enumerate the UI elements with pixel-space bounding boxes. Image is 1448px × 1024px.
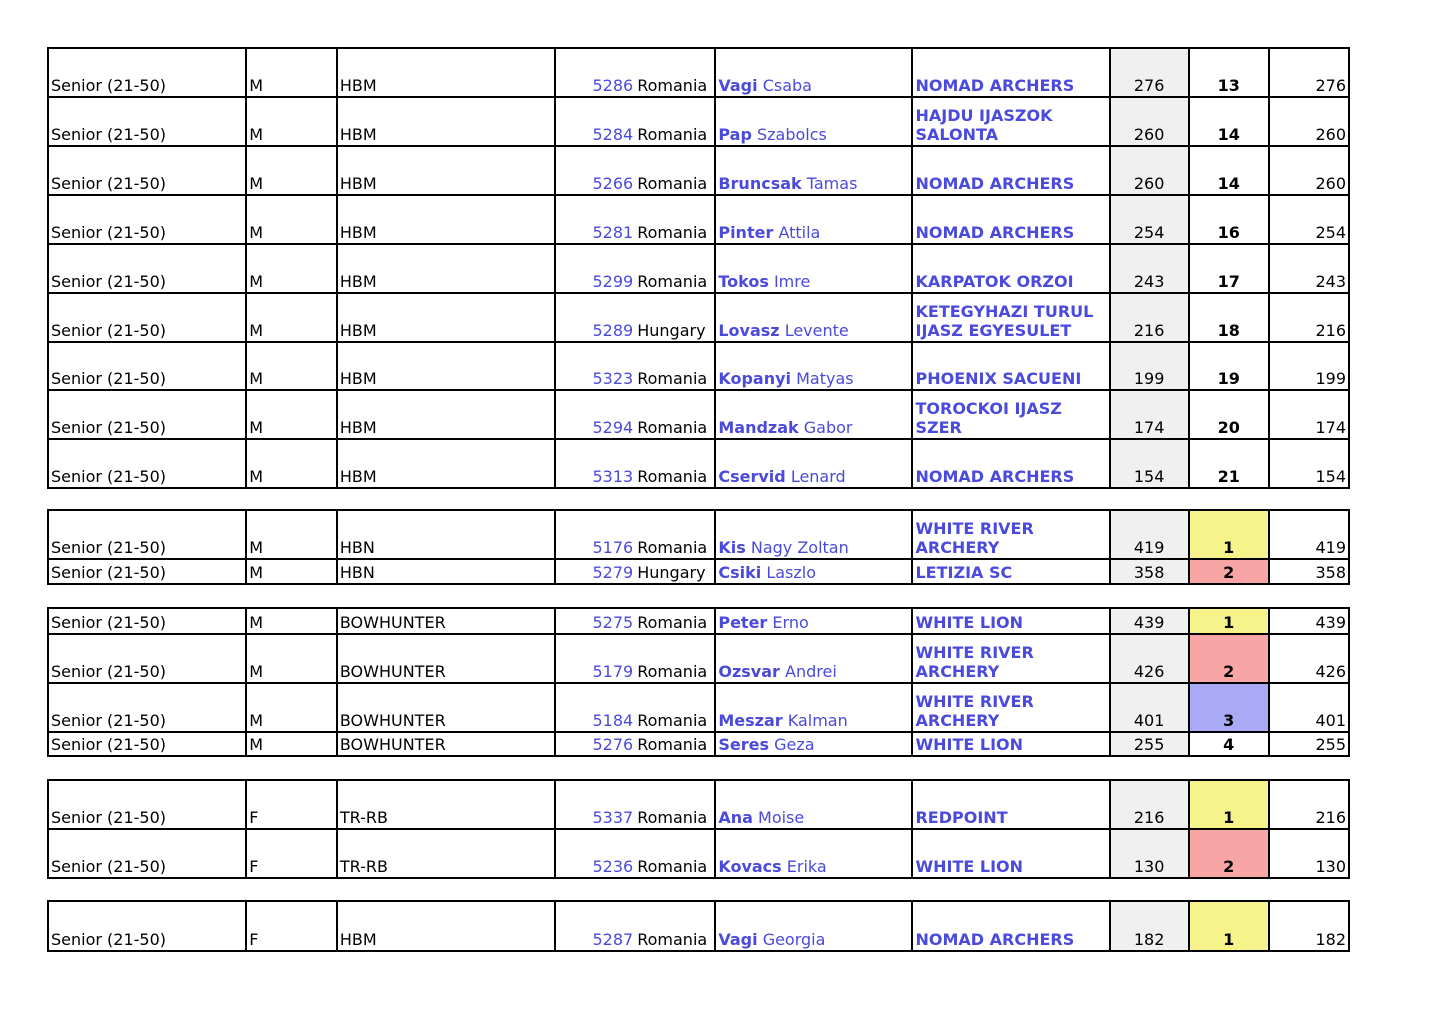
archer-name-cell bbox=[715, 780, 912, 829]
score-cell: 419 bbox=[1110, 510, 1189, 559]
division-cell: BOWHUNTER bbox=[337, 608, 555, 634]
archer-name-cell bbox=[715, 510, 912, 559]
score-cell: 174 bbox=[1110, 390, 1189, 439]
club-cell: WHITE LION bbox=[912, 608, 1109, 634]
table-row bbox=[48, 683, 1349, 732]
surname: Mandzak bbox=[718, 418, 799, 437]
score-cell: 439 bbox=[1110, 608, 1189, 634]
total-cell: 182 bbox=[1269, 901, 1349, 951]
country-cell: Romania bbox=[635, 390, 715, 439]
club-cell: REDPOINT bbox=[912, 780, 1109, 829]
category-cell: Senior (21-50) bbox=[48, 97, 246, 146]
total-cell: 130 bbox=[1269, 829, 1349, 878]
country-cell: Hungary bbox=[635, 559, 715, 584]
rank-cell: 18 bbox=[1189, 293, 1269, 342]
archer-id-cell: 5337 bbox=[555, 780, 635, 829]
table-row bbox=[48, 48, 1349, 97]
table-row bbox=[48, 244, 1349, 293]
surname: Cservid bbox=[718, 467, 786, 486]
table-row bbox=[48, 780, 1349, 829]
archer-id-cell: 5286 bbox=[555, 48, 635, 97]
given-name: Erika bbox=[786, 857, 827, 876]
given-name: Laszlo bbox=[766, 563, 816, 582]
archer-name-cell bbox=[715, 608, 912, 634]
surname: Csiki bbox=[718, 563, 762, 582]
score-cell: 199 bbox=[1110, 342, 1189, 390]
sex-cell: M bbox=[246, 608, 337, 634]
total-cell: 401 bbox=[1269, 683, 1349, 732]
given-name: Gabor bbox=[803, 418, 853, 437]
archer-id-cell: 5275 bbox=[555, 608, 635, 634]
sex-cell: M bbox=[246, 559, 337, 584]
sex-cell: M bbox=[246, 97, 337, 146]
archer-id-cell: 5289 bbox=[555, 293, 635, 342]
table-row bbox=[48, 146, 1349, 195]
table-row bbox=[48, 439, 1349, 488]
country-cell: Hungary bbox=[635, 293, 715, 342]
score-cell: 260 bbox=[1110, 146, 1189, 195]
club-cell: WHITE RIVER ARCHERY bbox=[912, 510, 1109, 559]
archer-name-cell bbox=[715, 732, 912, 756]
rank-cell: 13 bbox=[1189, 48, 1269, 97]
club-cell: PHOENIX SACUENI bbox=[912, 342, 1109, 390]
given-name: Erno bbox=[772, 613, 809, 632]
score-cell: 401 bbox=[1110, 683, 1189, 732]
total-cell: 419 bbox=[1269, 510, 1349, 559]
division-cell: HBM bbox=[337, 390, 555, 439]
total-cell: 255 bbox=[1269, 732, 1349, 756]
rank-cell: 2 bbox=[1189, 829, 1269, 878]
given-name: Lenard bbox=[790, 467, 846, 486]
score-cell: 243 bbox=[1110, 244, 1189, 293]
given-name: Tamas bbox=[806, 174, 858, 193]
total-cell: 254 bbox=[1269, 195, 1349, 244]
surname: Vagi bbox=[718, 930, 758, 949]
country-cell: Romania bbox=[635, 146, 715, 195]
archer-name-cell bbox=[715, 97, 912, 146]
category-cell: Senior (21-50) bbox=[48, 732, 246, 756]
archer-name-cell bbox=[715, 829, 912, 878]
archer-name-cell bbox=[715, 390, 912, 439]
archer-name-cell bbox=[715, 48, 912, 97]
division-cell: HBM bbox=[337, 342, 555, 390]
country-cell: Romania bbox=[635, 510, 715, 559]
given-name: Csaba bbox=[762, 76, 812, 95]
archer-name-cell bbox=[715, 901, 912, 951]
category-cell: Senior (21-50) bbox=[48, 559, 246, 584]
sex-cell: M bbox=[246, 293, 337, 342]
surname: Peter bbox=[718, 613, 768, 632]
archer-name-cell bbox=[715, 244, 912, 293]
given-name: Kalman bbox=[787, 711, 848, 730]
country-cell: Romania bbox=[635, 732, 715, 756]
score-cell: 254 bbox=[1110, 195, 1189, 244]
division-cell: HBM bbox=[337, 901, 555, 951]
division-cell: HBM bbox=[337, 195, 555, 244]
sex-cell: M bbox=[246, 48, 337, 97]
archer-name-cell bbox=[715, 439, 912, 488]
rank-cell: 14 bbox=[1189, 97, 1269, 146]
category-cell: Senior (21-50) bbox=[48, 780, 246, 829]
rank-cell: 2 bbox=[1189, 634, 1269, 683]
surname: Kovacs bbox=[718, 857, 782, 876]
given-name: Moise bbox=[758, 808, 805, 827]
total-cell: 260 bbox=[1269, 146, 1349, 195]
table-row bbox=[48, 634, 1349, 683]
sex-cell: M bbox=[246, 510, 337, 559]
archer-name-cell bbox=[715, 342, 912, 390]
surname: Kopanyi bbox=[718, 369, 792, 388]
score-cell: 358 bbox=[1110, 559, 1189, 584]
rank-cell: 14 bbox=[1189, 146, 1269, 195]
total-cell: 260 bbox=[1269, 97, 1349, 146]
club-cell: WHITE LION bbox=[912, 829, 1109, 878]
archer-name-cell bbox=[715, 195, 912, 244]
rank-cell: 20 bbox=[1189, 390, 1269, 439]
rank-cell: 19 bbox=[1189, 342, 1269, 390]
score-cell: 154 bbox=[1110, 439, 1189, 488]
total-cell: 439 bbox=[1269, 608, 1349, 634]
country-cell: Romania bbox=[635, 439, 715, 488]
club-cell: TOROCKOI IJASZ SZER bbox=[912, 390, 1109, 439]
total-cell: 243 bbox=[1269, 244, 1349, 293]
division-cell: BOWHUNTER bbox=[337, 732, 555, 756]
archer-id-cell: 5299 bbox=[555, 244, 635, 293]
archer-id-cell: 5176 bbox=[555, 510, 635, 559]
total-cell: 216 bbox=[1269, 780, 1349, 829]
division-cell: HBM bbox=[337, 293, 555, 342]
rank-cell: 4 bbox=[1189, 732, 1269, 756]
archer-id-cell: 5323 bbox=[555, 342, 635, 390]
table-row bbox=[48, 732, 1349, 756]
total-cell: 174 bbox=[1269, 390, 1349, 439]
country-cell: Romania bbox=[635, 97, 715, 146]
archer-id-cell: 5284 bbox=[555, 97, 635, 146]
total-cell: 358 bbox=[1269, 559, 1349, 584]
score-cell: 426 bbox=[1110, 634, 1189, 683]
category-cell: Senior (21-50) bbox=[48, 634, 246, 683]
given-name: Andrei bbox=[785, 662, 837, 681]
given-name: Geza bbox=[774, 735, 815, 754]
sex-cell: M bbox=[246, 390, 337, 439]
archer-id-cell: 5266 bbox=[555, 146, 635, 195]
surname: Kis bbox=[718, 538, 746, 557]
club-cell: KARPATOK ORZOI bbox=[912, 244, 1109, 293]
surname: Vagi bbox=[718, 76, 758, 95]
sex-cell: M bbox=[246, 439, 337, 488]
archer-id-cell: 5184 bbox=[555, 683, 635, 732]
division-cell: HBM bbox=[337, 146, 555, 195]
score-cell: 255 bbox=[1110, 732, 1189, 756]
sex-cell: M bbox=[246, 683, 337, 732]
archer-id-cell: 5276 bbox=[555, 732, 635, 756]
archer-name-cell bbox=[715, 559, 912, 584]
score-cell: 216 bbox=[1110, 780, 1189, 829]
club-cell: WHITE RIVER ARCHERY bbox=[912, 683, 1109, 732]
results-group bbox=[47, 509, 1350, 585]
division-cell: HBN bbox=[337, 510, 555, 559]
table-row bbox=[48, 293, 1349, 342]
rank-cell: 1 bbox=[1189, 608, 1269, 634]
rank-cell: 21 bbox=[1189, 439, 1269, 488]
given-name: Attila bbox=[778, 223, 821, 242]
table-row bbox=[48, 608, 1349, 634]
country-cell: Romania bbox=[635, 608, 715, 634]
category-cell: Senior (21-50) bbox=[48, 683, 246, 732]
score-cell: 182 bbox=[1110, 901, 1189, 951]
archer-id-cell: 5313 bbox=[555, 439, 635, 488]
sex-cell: M bbox=[246, 195, 337, 244]
division-cell: TR-RB bbox=[337, 829, 555, 878]
surname: Bruncsak bbox=[718, 174, 802, 193]
category-cell: Senior (21-50) bbox=[48, 439, 246, 488]
category-cell: Senior (21-50) bbox=[48, 608, 246, 634]
club-cell: NOMAD ARCHERS bbox=[912, 439, 1109, 488]
surname: Pap bbox=[718, 125, 752, 144]
results-group bbox=[47, 607, 1350, 757]
sex-cell: M bbox=[246, 342, 337, 390]
category-cell: Senior (21-50) bbox=[48, 244, 246, 293]
surname: Pinter bbox=[718, 223, 774, 242]
sex-cell: F bbox=[246, 829, 337, 878]
country-cell: Romania bbox=[635, 48, 715, 97]
archer-id-cell: 5179 bbox=[555, 634, 635, 683]
archer-id-cell: 5279 bbox=[555, 559, 635, 584]
division-cell: BOWHUNTER bbox=[337, 634, 555, 683]
archer-id-cell: 5281 bbox=[555, 195, 635, 244]
table-row bbox=[48, 901, 1349, 951]
total-cell: 426 bbox=[1269, 634, 1349, 683]
rank-cell: 1 bbox=[1189, 901, 1269, 951]
results-group bbox=[47, 900, 1350, 952]
sex-cell: M bbox=[246, 244, 337, 293]
category-cell: Senior (21-50) bbox=[48, 342, 246, 390]
country-cell: Romania bbox=[635, 829, 715, 878]
club-cell: NOMAD ARCHERS bbox=[912, 195, 1109, 244]
table-row bbox=[48, 510, 1349, 559]
category-cell: Senior (21-50) bbox=[48, 146, 246, 195]
category-cell: Senior (21-50) bbox=[48, 901, 246, 951]
division-cell: HBM bbox=[337, 97, 555, 146]
rank-cell: 2 bbox=[1189, 559, 1269, 584]
table-row bbox=[48, 390, 1349, 439]
surname: Ana bbox=[718, 808, 753, 827]
division-cell: HBM bbox=[337, 439, 555, 488]
table-row bbox=[48, 342, 1349, 390]
given-name: Matyas bbox=[796, 369, 854, 388]
country-cell: Romania bbox=[635, 780, 715, 829]
surname: Ozsvar bbox=[718, 662, 780, 681]
archer-name-cell bbox=[715, 293, 912, 342]
table-row bbox=[48, 195, 1349, 244]
category-cell: Senior (21-50) bbox=[48, 829, 246, 878]
results-group bbox=[47, 779, 1350, 879]
sex-cell: M bbox=[246, 634, 337, 683]
category-cell: Senior (21-50) bbox=[48, 195, 246, 244]
country-cell: Romania bbox=[635, 901, 715, 951]
club-cell: NOMAD ARCHERS bbox=[912, 901, 1109, 951]
archer-name-cell bbox=[715, 634, 912, 683]
category-cell: Senior (21-50) bbox=[48, 293, 246, 342]
rank-cell: 1 bbox=[1189, 510, 1269, 559]
score-cell: 130 bbox=[1110, 829, 1189, 878]
total-cell: 276 bbox=[1269, 48, 1349, 97]
given-name: Levente bbox=[784, 321, 849, 340]
category-cell: Senior (21-50) bbox=[48, 510, 246, 559]
division-cell: HBM bbox=[337, 244, 555, 293]
club-cell: LETIZIA SC bbox=[912, 559, 1109, 584]
total-cell: 154 bbox=[1269, 439, 1349, 488]
country-cell: Romania bbox=[635, 244, 715, 293]
given-name: Georgia bbox=[762, 930, 826, 949]
archer-id-cell: 5294 bbox=[555, 390, 635, 439]
surname: Meszar bbox=[718, 711, 783, 730]
division-cell: BOWHUNTER bbox=[337, 683, 555, 732]
given-name: Imre bbox=[773, 272, 811, 291]
rank-cell: 3 bbox=[1189, 683, 1269, 732]
division-cell: TR-RB bbox=[337, 780, 555, 829]
country-cell: Romania bbox=[635, 634, 715, 683]
sex-cell: M bbox=[246, 146, 337, 195]
rank-cell: 16 bbox=[1189, 195, 1269, 244]
score-cell: 260 bbox=[1110, 97, 1189, 146]
country-cell: Romania bbox=[635, 683, 715, 732]
total-cell: 199 bbox=[1269, 342, 1349, 390]
archer-name-cell bbox=[715, 146, 912, 195]
table-row bbox=[48, 97, 1349, 146]
club-cell: NOMAD ARCHERS bbox=[912, 48, 1109, 97]
rank-cell: 17 bbox=[1189, 244, 1269, 293]
surname: Tokos bbox=[718, 272, 769, 291]
surname: Seres bbox=[718, 735, 769, 754]
division-cell: HBN bbox=[337, 559, 555, 584]
archer-id-cell: 5236 bbox=[555, 829, 635, 878]
club-cell: WHITE LION bbox=[912, 732, 1109, 756]
total-cell: 216 bbox=[1269, 293, 1349, 342]
division-cell: HBM bbox=[337, 48, 555, 97]
given-name: Nagy Zoltan bbox=[750, 538, 849, 557]
category-cell: Senior (21-50) bbox=[48, 390, 246, 439]
country-cell: Romania bbox=[635, 342, 715, 390]
results-group bbox=[47, 47, 1350, 489]
table-row bbox=[48, 829, 1349, 878]
score-cell: 216 bbox=[1110, 293, 1189, 342]
club-cell: KETEGYHAZI TURUL IJASZ EGYESULET bbox=[912, 293, 1109, 342]
club-cell: NOMAD ARCHERS bbox=[912, 146, 1109, 195]
club-cell: HAJDU IJASZOK SALONTA bbox=[912, 97, 1109, 146]
sex-cell: F bbox=[246, 780, 337, 829]
score-cell: 276 bbox=[1110, 48, 1189, 97]
given-name: Szabolcs bbox=[756, 125, 827, 144]
table-row bbox=[48, 559, 1349, 584]
archer-id-cell: 5287 bbox=[555, 901, 635, 951]
rank-cell: 1 bbox=[1189, 780, 1269, 829]
sex-cell: F bbox=[246, 901, 337, 951]
archer-name-cell bbox=[715, 683, 912, 732]
club-cell: WHITE RIVER ARCHERY bbox=[912, 634, 1109, 683]
country-cell: Romania bbox=[635, 195, 715, 244]
category-cell: Senior (21-50) bbox=[48, 48, 246, 97]
sex-cell: M bbox=[246, 732, 337, 756]
surname: Lovasz bbox=[718, 321, 780, 340]
